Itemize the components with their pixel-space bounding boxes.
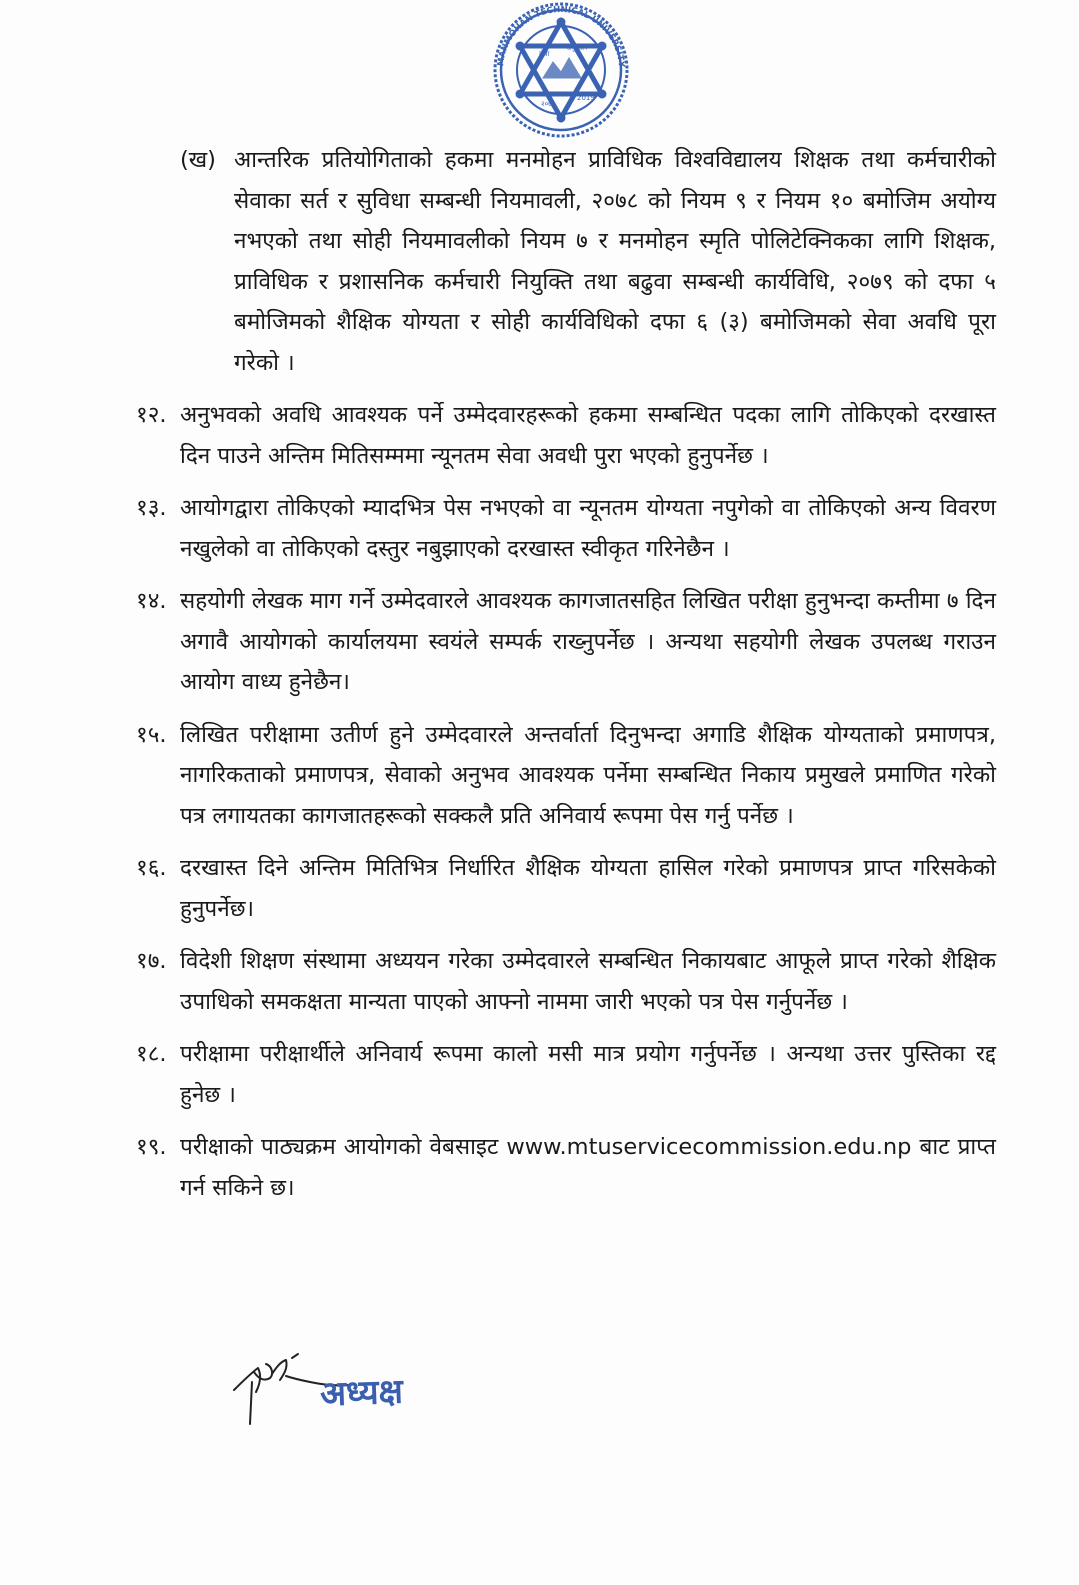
clause-number: १२.	[136, 402, 167, 428]
clause-18	[136, 1034, 996, 1115]
clause-text: परीक्षामा परीक्षार्थीले अनिवार्य रूपमा कालो मसी मात्र प्रयोग गर्नुपर्नेछ । अन्यथा उत्तर पुस्तिका रद्द हुनेछ ।	[180, 1041, 996, 1108]
clause-number: १३.	[136, 495, 167, 521]
clause-text: विदेशी शिक्षण संस्थामा अध्ययन गरेका उम्मेदवारले सम्बन्धित निकायबाट आफूले प्राप्त गरेको शैक्षिक उपाधिको समकक्षता मान्यता पाएको आफ्नो नाममा जारी भएको पत्र पेस गर्नुपर्नेछ ।	[180, 948, 996, 1015]
clause-kha	[136, 140, 996, 383]
chairperson-title: अध्यक्ष	[319, 1371, 404, 1415]
clause-text: आयोगद्वारा तोकिएको म्यादभित्र पेस नभएको वा न्यूनतम योग्यता नपुगेको वा तोकिएको अन्य विवरण नखुलेको वा तोकिएको दस्तुर नबुझाएको दरखास्त स्वीकृत गरिनेछैन ।	[180, 495, 996, 562]
clause-text: परीक्षाको पाठ्यक्रम आयोगको वेबसाइट www.mtuservicecommission.edu.np बाट प्राप्त गर्न सकिने छ।	[180, 1134, 996, 1201]
seal-inner-left: सेवा	[539, 50, 550, 58]
svg-text:MANMOHAN TECHNICAL UNIVERSITY: MANMOHAN TECHNICAL UNIVERSITY	[496, 4, 626, 68]
clause-13	[136, 488, 996, 569]
document-body	[136, 140, 996, 1208]
clause-number: १४.	[136, 588, 167, 614]
clause-number: १७.	[136, 948, 167, 974]
clause-14	[136, 581, 996, 703]
clause-number: १५.	[136, 721, 167, 748]
clause-number: (ख)	[180, 147, 216, 173]
university-seal-logo	[473, 0, 649, 138]
clause-text: अनुभवको अवधि आवश्यक पर्ने उम्मेदवारहरूको हकमा सम्बन्धित पदका लागि तोकिएको दरखास्त दिन पाउने अन्तिम मितिसम्ममा न्यूनतम सेवा अवधी पुरा भएको हुनुपर्नेछ ।	[180, 402, 996, 469]
clause-text: आन्तरिक प्रतियोगिताको हकमा मनमोहन प्राविधिक विश्वविद्यालय शिक्षक तथा कर्मचारीको सेवाका सर्त र सुविधा सम्बन्धी नियमावली, २०७८ को नियम ९ र नियम १० बमोजिम अयोग्य नभएको तथा सोही नियमावलीको नियम ७ र मनमोहन स्मृति पोलिटेक्निकका लागि शिक्षक, प्राविधिक र प्रशासनिक कर्मचारी नियुक्ति तथा बढुवा सम्बन्धी कार्यविधि, २०७९ को दफा ५ बमोजिमको शैक्षिक योग्यता र सोही कार्यविधिको दफा ६ (३) बमोजिमको सेवा अवधि पूरा गरेको ।	[234, 147, 996, 376]
clause-15	[136, 715, 996, 837]
clause-number: १८.	[136, 1041, 167, 1067]
seal-year-left: २०७५	[541, 100, 556, 108]
clause-text: लिखित परीक्षामा उतीर्ण हुने उम्मेदवारले अन्तर्वार्ता दिनुभन्दा अगाडि शैक्षिक योग्यताको प्रमाणपत्र, नागरिकताको प्रमाणपत्र, सेवाको अनुभव आवश्यक पर्नेमा सम्बन्धित निकाय प्रमुखले प्रमाणित गरेको पत्र लगायतका कागजातहरूको सक्कलै प्रति अनिवार्य रूपमा पेस गर्नु पर्नेछ ।	[180, 721, 996, 829]
clause-text: दरखास्त दिने अन्तिम मितिभित्र निर्धारित शैक्षिक योग्यता हासिल गरेको प्रमाणपत्र प्राप्त गरिसकेको हुनुपर्नेछ।	[180, 855, 996, 922]
clause-19	[136, 1127, 996, 1208]
seal-year-right: 2019	[577, 94, 595, 102]
clause-16	[136, 848, 996, 929]
clause-text: सहयोगी लेखक माग गर्ने उम्मेदवारले आवश्यक कागजातसहित लिखित परीक्षा हुनुभन्दा कम्तीमा ७ दिन अगावै आयोगको कार्यालयमा स्वयंले सम्पर्क राख्नुपर्नेछ । अन्यथा सहयोगी लेखक उपलब्ध गराउन आयोग वाध्य हुनेछैन।	[180, 588, 996, 695]
clause-number: १६.	[136, 855, 167, 881]
clause-12	[136, 395, 996, 476]
clause-number: १९.	[136, 1134, 167, 1160]
clause-17	[136, 941, 996, 1022]
seal-inner-right: अनुसंधान	[567, 45, 588, 52]
